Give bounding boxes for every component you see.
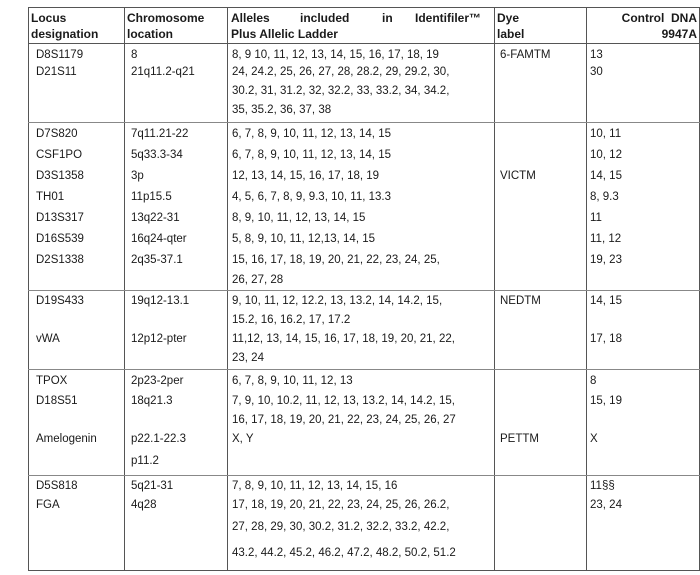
cell-alleles: 5, 8, 9, 10, 11, 12,13, 14, 15 xyxy=(232,233,376,245)
cell-locus: D16S539 xyxy=(36,233,84,245)
cell-control-dna: 14, 15 xyxy=(590,295,622,307)
cell-alleles: 43.2, 44.2, 45.2, 46.2, 47.2, 48.2, 50.2, 51.2 xyxy=(232,547,456,559)
cell-control-dna: 19, 23 xyxy=(590,254,622,266)
table-border-bottom xyxy=(28,570,700,571)
cell-alleles: 7, 9, 10, 10.2, 11, 12, 13, 13.2, 14, 14.2, 15, xyxy=(232,395,455,407)
cell-locus: D13S317 xyxy=(36,212,84,224)
cell-control-dna: 30 xyxy=(590,66,603,78)
cell-dye-label: PETTM xyxy=(500,433,539,445)
cell-chromosome: 13q22-31 xyxy=(131,212,180,224)
header-chromosome-line1: Chromosome xyxy=(127,11,205,25)
cell-chromosome: 4q28 xyxy=(131,499,157,511)
header-alleles-word4: Identifiler™ xyxy=(415,11,482,25)
column-divider xyxy=(124,7,125,570)
cell-chromosome: 5q21-31 xyxy=(131,480,174,492)
header-alleles-line2: Plus Allelic Ladder xyxy=(231,27,338,41)
cell-locus: TPOX xyxy=(36,375,68,387)
cell-chromosome: 8 xyxy=(131,49,138,61)
header-control-line2: 9947A xyxy=(661,27,697,41)
cell-chromosome: 2q35-37.1 xyxy=(131,254,183,266)
header-alleles-word3: in xyxy=(382,11,393,25)
cell-dye-label: NEDTM xyxy=(500,295,541,307)
cell-control-dna: 10, 11 xyxy=(590,128,622,140)
cell-control-dna: 10, 12 xyxy=(590,149,622,161)
cell-locus: D19S433 xyxy=(36,295,84,307)
cell-locus: D21S11 xyxy=(36,66,77,78)
cell-chromosome: 11p15.5 xyxy=(131,191,172,203)
cell-alleles: 23, 24 xyxy=(232,352,264,364)
cell-dye-label: 6-FAMTM xyxy=(500,49,551,61)
table-border-left xyxy=(28,7,29,570)
cell-alleles: 15, 16, 17, 18, 19, 20, 21, 22, 23, 24, 25, xyxy=(232,254,440,266)
cell-locus: CSF1PO xyxy=(36,149,83,161)
cell-locus: D2S1338 xyxy=(36,254,84,266)
cell-chromosome: p11.2 xyxy=(131,455,159,467)
cell-control-dna: 11, 12 xyxy=(590,233,622,245)
cell-locus: D18S51 xyxy=(36,395,78,407)
cell-locus: vWA xyxy=(36,333,60,345)
cell-alleles: X, Y xyxy=(232,433,254,445)
header-dye-line2: label xyxy=(497,27,525,41)
cell-control-dna: 11 xyxy=(590,212,602,224)
header-divider xyxy=(28,43,700,44)
cell-alleles: 6, 7, 8, 9, 10, 11, 12, 13, 14, 15 xyxy=(232,149,391,161)
cell-alleles: 35, 35.2, 36, 37, 38 xyxy=(232,104,332,116)
cell-alleles: 30.2, 31, 31.2, 32, 32.2, 33, 33.2, 34, 34.2, xyxy=(232,85,450,97)
cell-alleles: 17, 18, 19, 20, 21, 22, 23, 24, 25, 26, 26.2, xyxy=(232,499,450,511)
cell-chromosome: 16q24-qter xyxy=(131,233,187,245)
header-chromosome-line2: location xyxy=(127,27,174,41)
cell-locus: FGA xyxy=(36,499,60,511)
cell-locus: TH01 xyxy=(36,191,65,203)
cell-dye-label: VICTM xyxy=(500,170,536,182)
cell-alleles: 27, 28, 29, 30, 30.2, 31.2, 32.2, 33.2, 42.2, xyxy=(232,521,450,533)
cell-locus: Amelogenin xyxy=(36,433,97,445)
cell-alleles: 6, 7, 8, 9, 10, 11, 12, 13, 14, 15 xyxy=(232,128,391,140)
cell-chromosome: 3p xyxy=(131,170,144,182)
cell-control-dna: 11§§ xyxy=(590,480,615,492)
row-divider xyxy=(28,290,700,291)
column-divider xyxy=(494,7,495,570)
cell-alleles: 7, 8, 9, 10, 11, 12, 13, 14, 15, 16 xyxy=(232,480,398,492)
cell-alleles: 16, 17, 18, 19, 20, 21, 22, 23, 24, 25, 26, 27 xyxy=(232,414,456,426)
cell-alleles: 4, 5, 6, 7, 8, 9, 9.3, 10, 11, 13.3 xyxy=(232,191,391,203)
cell-alleles: 26, 27, 28 xyxy=(232,274,284,286)
cell-control-dna: 14, 15 xyxy=(590,170,622,182)
cell-control-dna: 17, 18 xyxy=(590,333,622,345)
cell-locus: D3S1358 xyxy=(36,170,84,182)
cell-alleles: 8, 9, 10, 11, 12, 13, 14, 15 xyxy=(232,212,366,224)
header-alleles-word1: Alleles xyxy=(231,11,270,25)
column-divider xyxy=(227,7,228,570)
header-locus-line1: Locus xyxy=(31,11,67,25)
cell-alleles: 24, 24.2, 25, 26, 27, 28, 28.2, 29, 29.2, 30, xyxy=(232,66,450,78)
cell-control-dna: 8, 9.3 xyxy=(590,191,619,203)
cell-alleles: 15.2, 16, 16.2, 17, 17.2 xyxy=(232,314,351,326)
cell-chromosome: 5q33.3-34 xyxy=(131,149,183,161)
row-divider xyxy=(28,475,700,476)
cell-chromosome: 12p12-pter xyxy=(131,333,187,345)
cell-alleles: 9, 10, 11, 12, 12.2, 13, 13.2, 14, 14.2, 15, xyxy=(232,295,443,307)
column-divider xyxy=(586,7,587,570)
cell-chromosome: 19q12-13.1 xyxy=(131,295,190,307)
cell-alleles: 11,12, 13, 14, 15, 16, 17, 18, 19, 20, 21, 22, xyxy=(232,333,455,345)
header-alleles-word2: included xyxy=(300,11,350,25)
cell-control-dna: X xyxy=(590,433,598,445)
cell-chromosome: 18q21.3 xyxy=(131,395,173,407)
header-locus-line2: designation xyxy=(31,27,99,41)
cell-locus: D5S818 xyxy=(36,480,78,492)
row-divider xyxy=(28,122,700,123)
cell-chromosome: 7q11.21-22 xyxy=(131,128,189,140)
cell-control-dna: 23, 24 xyxy=(590,499,622,511)
cell-chromosome: p22.1-22.3 xyxy=(131,433,186,445)
cell-chromosome: 21q11.2-q21 xyxy=(131,66,195,78)
cell-chromosome: 2p23-2per xyxy=(131,375,184,387)
cell-alleles: 8, 9 10, 11, 12, 13, 14, 15, 16, 17, 18, 19 xyxy=(232,49,439,61)
cell-control-dna: 15, 19 xyxy=(590,395,622,407)
cell-locus: D7S820 xyxy=(36,128,78,140)
row-divider xyxy=(28,369,700,370)
cell-control-dna: 8 xyxy=(590,375,597,387)
cell-locus: D8S1179 xyxy=(36,49,84,61)
table-border-top xyxy=(28,7,700,8)
header-control-line1: Control DNA xyxy=(621,11,697,25)
cell-alleles: 6, 7, 8, 9, 10, 11, 12, 13 xyxy=(232,375,353,387)
header-dye-line1: Dye xyxy=(497,11,520,25)
cell-control-dna: 13 xyxy=(590,49,603,61)
cell-alleles: 12, 13, 14, 15, 16, 17, 18, 19 xyxy=(232,170,380,182)
